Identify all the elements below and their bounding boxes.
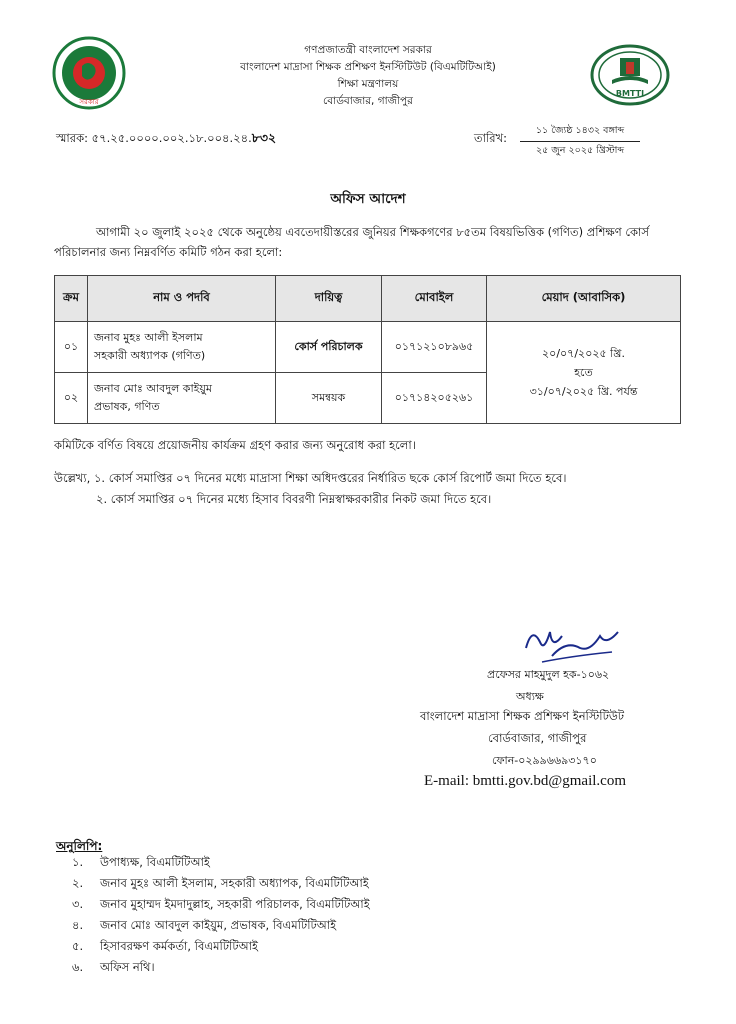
member-designation: সহকারী অধ্যাপক (গণিত)	[94, 349, 206, 362]
duration-from: ২০/০৭/২০২৫ খ্রি.	[542, 347, 625, 360]
list-item	[72, 936, 370, 957]
cc-list	[72, 852, 370, 978]
row-serial: ০২	[55, 373, 88, 424]
signer-address: বোর্ডবাজার, গাজীপুর	[488, 731, 587, 745]
intro-paragraph: আগামী ২০ জুলাই ২০২৫ থেকে অনুষ্ঠেয় এবতেদায়ীস্তরের জুনিয়র শিক্ষকগণের ৮৫তম বিষয়ভিত্তিক (গণিত) প্রশিক্ষণ কোর্স পরিচালনার জন্য নিম্নবর্ণিত কমিটি গঠন করা হলো:	[54, 225, 649, 259]
note-second: ২. কোর্স সমাপ্তির ০৭ দিনের মধ্যে হিসাব বিবরণী নিম্নস্বাক্ষরকারীর নিকট জমা দিতে হবে।	[96, 492, 492, 506]
date-box	[520, 124, 640, 159]
signer-institute: বাংলাদেশ মাদ্রাসা শিক্ষক প্রশিক্ষণ ইনস্টিটিউট	[420, 709, 625, 723]
row-mobile: ০১৭১৪২০৫২৬১	[382, 373, 487, 424]
list-item	[72, 852, 370, 873]
bmtti-logo	[590, 44, 670, 106]
letterhead-government: গণপ্রজাতন্ত্রী বাংলাদেশ সরকার	[304, 44, 432, 56]
note-first: উল্লেখ্য, ১. কোর্স সমাপ্তির ০৭ দিনের মধ্যে মাদ্রাসা শিক্ষা অধিদপ্তরের নির্ধারিত ছকে কোর্স রিপোর্ট জমা দিতে হবে।	[54, 471, 567, 485]
cc-number: ৫.	[72, 939, 84, 953]
request-text: কমিটিকে বর্ণিত বিষয়ে প্রয়োজনীয় কার্যক্রম গ্রহণ করার জন্য অনুরোধ করা হলো।	[54, 438, 416, 452]
memo-number-plain: ৫৭.২৫.০০০০.০০২.১৮.০০৪.২৪.	[91, 131, 252, 145]
member-name: জনাব মুহঃ আলী ইসলাম	[94, 331, 203, 344]
list-item	[72, 873, 370, 894]
member-name: জনাব মোঃ আবদুল কাইয়ুম	[94, 382, 212, 395]
header-name: নাম ও পদবি	[88, 276, 276, 322]
cc-text: জনাব মুহঃ আলী ইসলাম, সহকারী অধ্যাপক, বিএমটিটিআই	[100, 876, 369, 890]
table-row	[55, 322, 681, 373]
header-role: দায়িত্ব	[276, 276, 382, 322]
seal-text: সরকার	[79, 98, 99, 106]
order-title: অফিস আদেশ	[330, 191, 406, 207]
date-gregorian: ২৫ জুন ২০২৫ খ্রিস্টাব্দ	[535, 145, 625, 156]
signer-email: E-mail: bmtti.gov.bd@gmail.com	[424, 773, 626, 789]
header-serial: ক্রম	[55, 276, 88, 322]
row-serial: ০১	[55, 322, 88, 373]
cc-number: ২.	[72, 876, 84, 890]
row-name	[88, 322, 276, 373]
cc-text: জনাব মুহাম্মদ ইমদাদুল্লাহ, সহকারী পরিচালক, বিএমটিটিআই	[100, 897, 370, 911]
memo-number	[56, 130, 276, 150]
memo-number-bold: ৮৩২	[251, 130, 277, 145]
letterhead-ministry: শিক্ষা মন্ত্রণালয়	[337, 78, 399, 90]
cc-number: ১.	[72, 855, 84, 869]
letterhead	[190, 42, 546, 110]
cc-text: জনাব মোঃ আবদুল কাইয়ুম, প্রভাষক, বিএমটিটিআই	[100, 918, 337, 932]
row-role: সমন্বয়ক	[276, 373, 382, 424]
list-item	[72, 957, 370, 978]
header-mobile: মোবাইল	[382, 276, 487, 322]
duration-cell	[487, 322, 681, 424]
duration-mid: হতে	[574, 366, 593, 379]
date-label: তারিখ:	[474, 131, 508, 145]
table-header-row	[55, 276, 681, 322]
header-duration: মেয়াদ (আবাসিক)	[487, 276, 681, 322]
signer-designation: অধ্যক্ষ	[516, 690, 544, 703]
letterhead-address: বোর্ডবাজার, গাজীপুর	[323, 95, 413, 107]
row-role	[276, 322, 382, 373]
government-seal-logo	[52, 36, 126, 110]
cc-text: অফিস নথি।	[100, 960, 155, 974]
memo-label: স্মারক:	[56, 131, 89, 145]
row-name	[88, 373, 276, 424]
role-text: কোর্স পরিচালক	[294, 339, 363, 353]
handwritten-signature	[512, 618, 632, 668]
cc-number: ৪.	[72, 918, 84, 932]
cc-number: ৬.	[72, 960, 84, 974]
signer-name: প্রফেসর মাহমুদুল হক-১০৬২	[487, 668, 610, 681]
date-bangla: ১১ জ্যৈষ্ঠ ১৪৩২ বঙ্গাব্দ	[520, 124, 640, 142]
committee-table	[54, 275, 681, 424]
list-item	[72, 894, 370, 915]
cc-text: উপাধ্যক্ষ, বিএমটিটিআই	[100, 855, 210, 869]
list-item	[72, 915, 370, 936]
duration-to: ৩১/০৭/২০২৫ খ্রি. পর্যন্ত	[529, 385, 638, 398]
signer-phone: ফোন-০২৯৯৬৬৯৩১৭০	[492, 754, 597, 767]
bmtti-logo-text: BMTTI	[615, 89, 645, 98]
cc-heading: অনুলিপি:	[56, 839, 103, 853]
cc-text: হিসাবরক্ষণ কর্মকর্তা, বিএমটিটিআই	[100, 939, 258, 953]
row-mobile: ০১৭১২১০৮৯৬৫	[382, 322, 487, 373]
letterhead-institute: বাংলাদেশ মাদ্রাসা শিক্ষক প্রশিক্ষণ ইনস্টিটিউট (বিএমটিটিআই)	[240, 61, 496, 73]
member-designation: প্রভাষক, গণিত	[94, 400, 160, 413]
cc-number: ৩.	[72, 897, 84, 911]
